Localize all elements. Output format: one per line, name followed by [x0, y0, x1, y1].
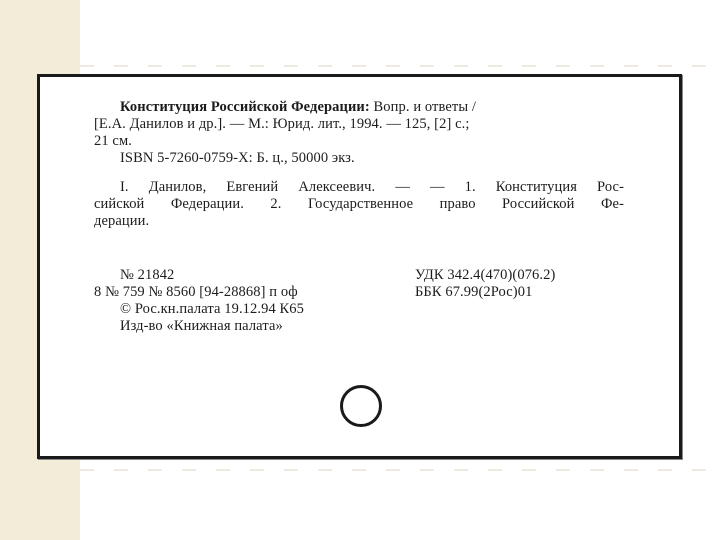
bibliographic-entry: [94, 99, 624, 335]
title-rest: Вопр. и ответы /: [369, 99, 477, 115]
footer-row: [94, 267, 624, 284]
spacer: [94, 230, 624, 267]
tracing-line: I. Данилов, Евгений Алексеевич. — — 1. Конституция Рос-: [120, 179, 624, 195]
title-bold: Конституция Российской Федерации:: [120, 99, 370, 115]
isbn-line: ISBN 5-7260-0759-Х: Б. ц., 50000 экз.: [120, 150, 355, 166]
tracing-line: дерации.: [94, 213, 150, 229]
authors-line: [Е.А. Данилов и др.]. — М.: Юрид. лит., 1994. — 125, [2] с.;: [94, 116, 470, 132]
copyright-line: © Рос.кн.палата 19.12.94 К65: [120, 301, 304, 317]
size-line: 21 см.: [94, 133, 132, 149]
footer-row: [94, 284, 624, 301]
title-line: [94, 99, 624, 116]
bbk-code: ББК 67.99(2Рос)01: [415, 284, 533, 300]
publisher-line: Изд-во «Книжная палата»: [120, 318, 283, 334]
catalog-card: [37, 74, 682, 459]
spacer: [94, 167, 624, 179]
card-hole: [340, 385, 382, 427]
card-number: № 21842: [120, 267, 175, 283]
order-number: 8 № 759 № 8560 [94-28868] п оф: [94, 284, 298, 300]
tracing-line: сийской Федерации. 2. Государственное право Российской Фе-: [94, 196, 624, 212]
udk-code: УДК 342.4(470)(076.2): [415, 267, 556, 283]
